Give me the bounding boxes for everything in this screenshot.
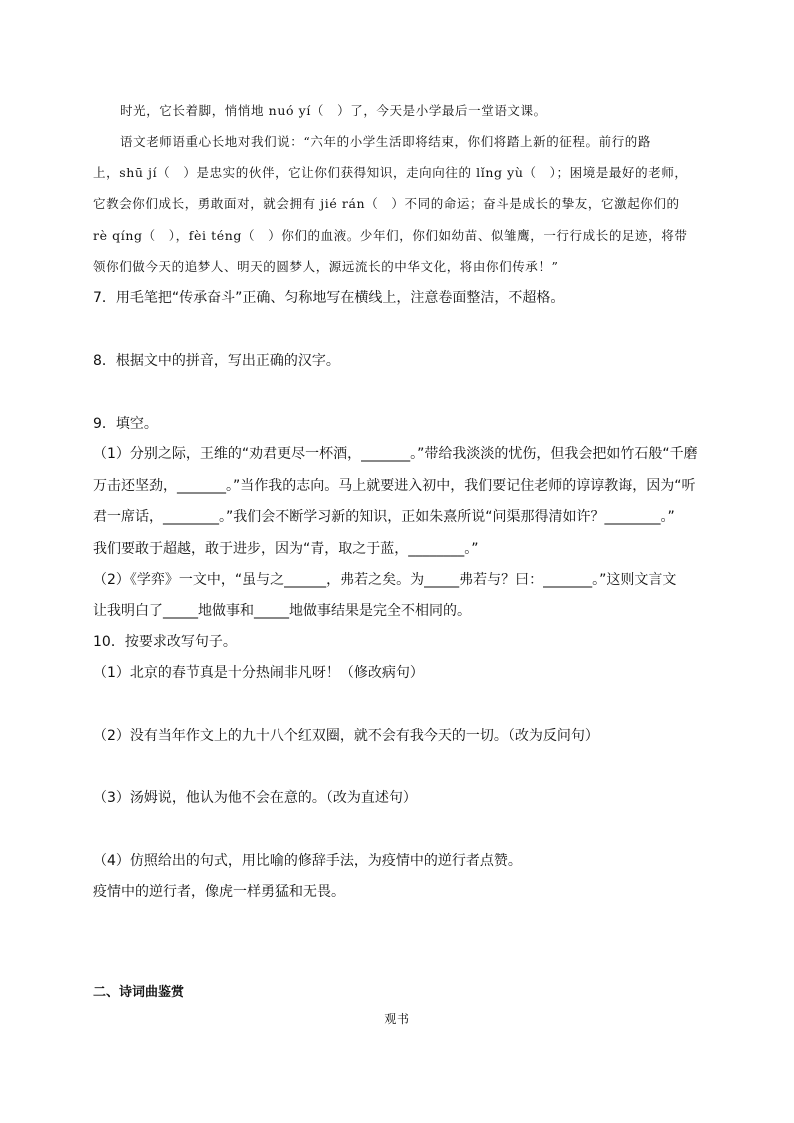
section-heading: 二、诗词曲鉴赏 — [93, 985, 185, 1000]
passage-line: 领你们做今天的追梦人、明天的圆梦人，源远流长的中华文化，将由你们传承！” — [93, 259, 559, 274]
question-7: 7．用毛笔把“传承奋斗”正确、匀称地写在横线上，注意卷面整洁，不超格。 — [93, 290, 565, 306]
question-10-item: （4）仿照给出的句式，用比喻的修辞手法，为疫情中的逆行者点赞。 — [93, 853, 522, 869]
question-10-title: 10．按要求改写句子。 — [93, 634, 237, 650]
question-9-line: 我们要敢于超越，敢于进步，因为“青，取之于蓝，________。” — [93, 541, 479, 557]
passage-line: 时光，它长着脚，悄悄地 nuó yí（ ）了，今天是小学最后一堂语文课。 — [120, 103, 547, 118]
question-9-line: （2）《学弈》一文中，“虽与之______，弗若之矣。为_____弗若与？曰：_______。”这则文言文 — [93, 572, 677, 588]
passage-line: 上，shū jí（ ）是忠实的伙伴，它让你们获得知识，走向向往的 lǐng yù（ ）；困境是最好的老师， — [93, 165, 688, 180]
question-9-line: （1）分别之际，王维的“劝君更尽一杯酒，_______。”带给我淡淡的忧伤，但我会把如竹石般“千磨 — [93, 446, 698, 462]
passage-line: 语文老师语重心长地对我们说：“六年的小学生活即将结束，你们将踏上新的征程。前行的路 — [120, 134, 651, 149]
question-10-item: （3）汤姆说，他认为他不会在意的。（改为直述句） — [93, 790, 417, 806]
passage-line: rè qíng（ ），fèi téng（ ）你们的血液。少年们，你们如幼苗、似雏鹰，一行行成长的足迹，将带 — [93, 228, 688, 243]
question-9-line: 万击还坚劲，_______。”当作我的志向。马上就要进入初中，我们要记住老师的谆谆教诲，因为“听 — [93, 478, 696, 494]
question-10-item: （2）没有当年作文上的九十八个红双圈，就不会有我今天的一切。（改为反问句） — [93, 728, 599, 744]
question-9-line: 君一席话，________。”我们会不断学习新的知识，正如朱熹所说“问渠那得清如许？________。” — [93, 509, 675, 525]
question-10-example: 疫情中的逆行者，像虎一样勇猛和无畏。 — [93, 884, 345, 900]
question-9-title: 9．填空。 — [93, 416, 158, 432]
question-8: 8．根据文中的拼音，写出正确的汉字。 — [93, 353, 340, 369]
question-9-line: 让我明白了_____地做事和_____地做事结果是完全不相同的。 — [93, 603, 471, 619]
poem-title: 观书 — [384, 1012, 410, 1026]
passage-line: 它教会你们成长，勇敢面对，就会拥有 jié rán（ ）不同的命运；奋斗是成长的挚友，它激起你们的 — [93, 196, 680, 211]
question-10-item: （1）北京的春节真是十分热闹非凡呀！（修改病句） — [93, 665, 424, 681]
